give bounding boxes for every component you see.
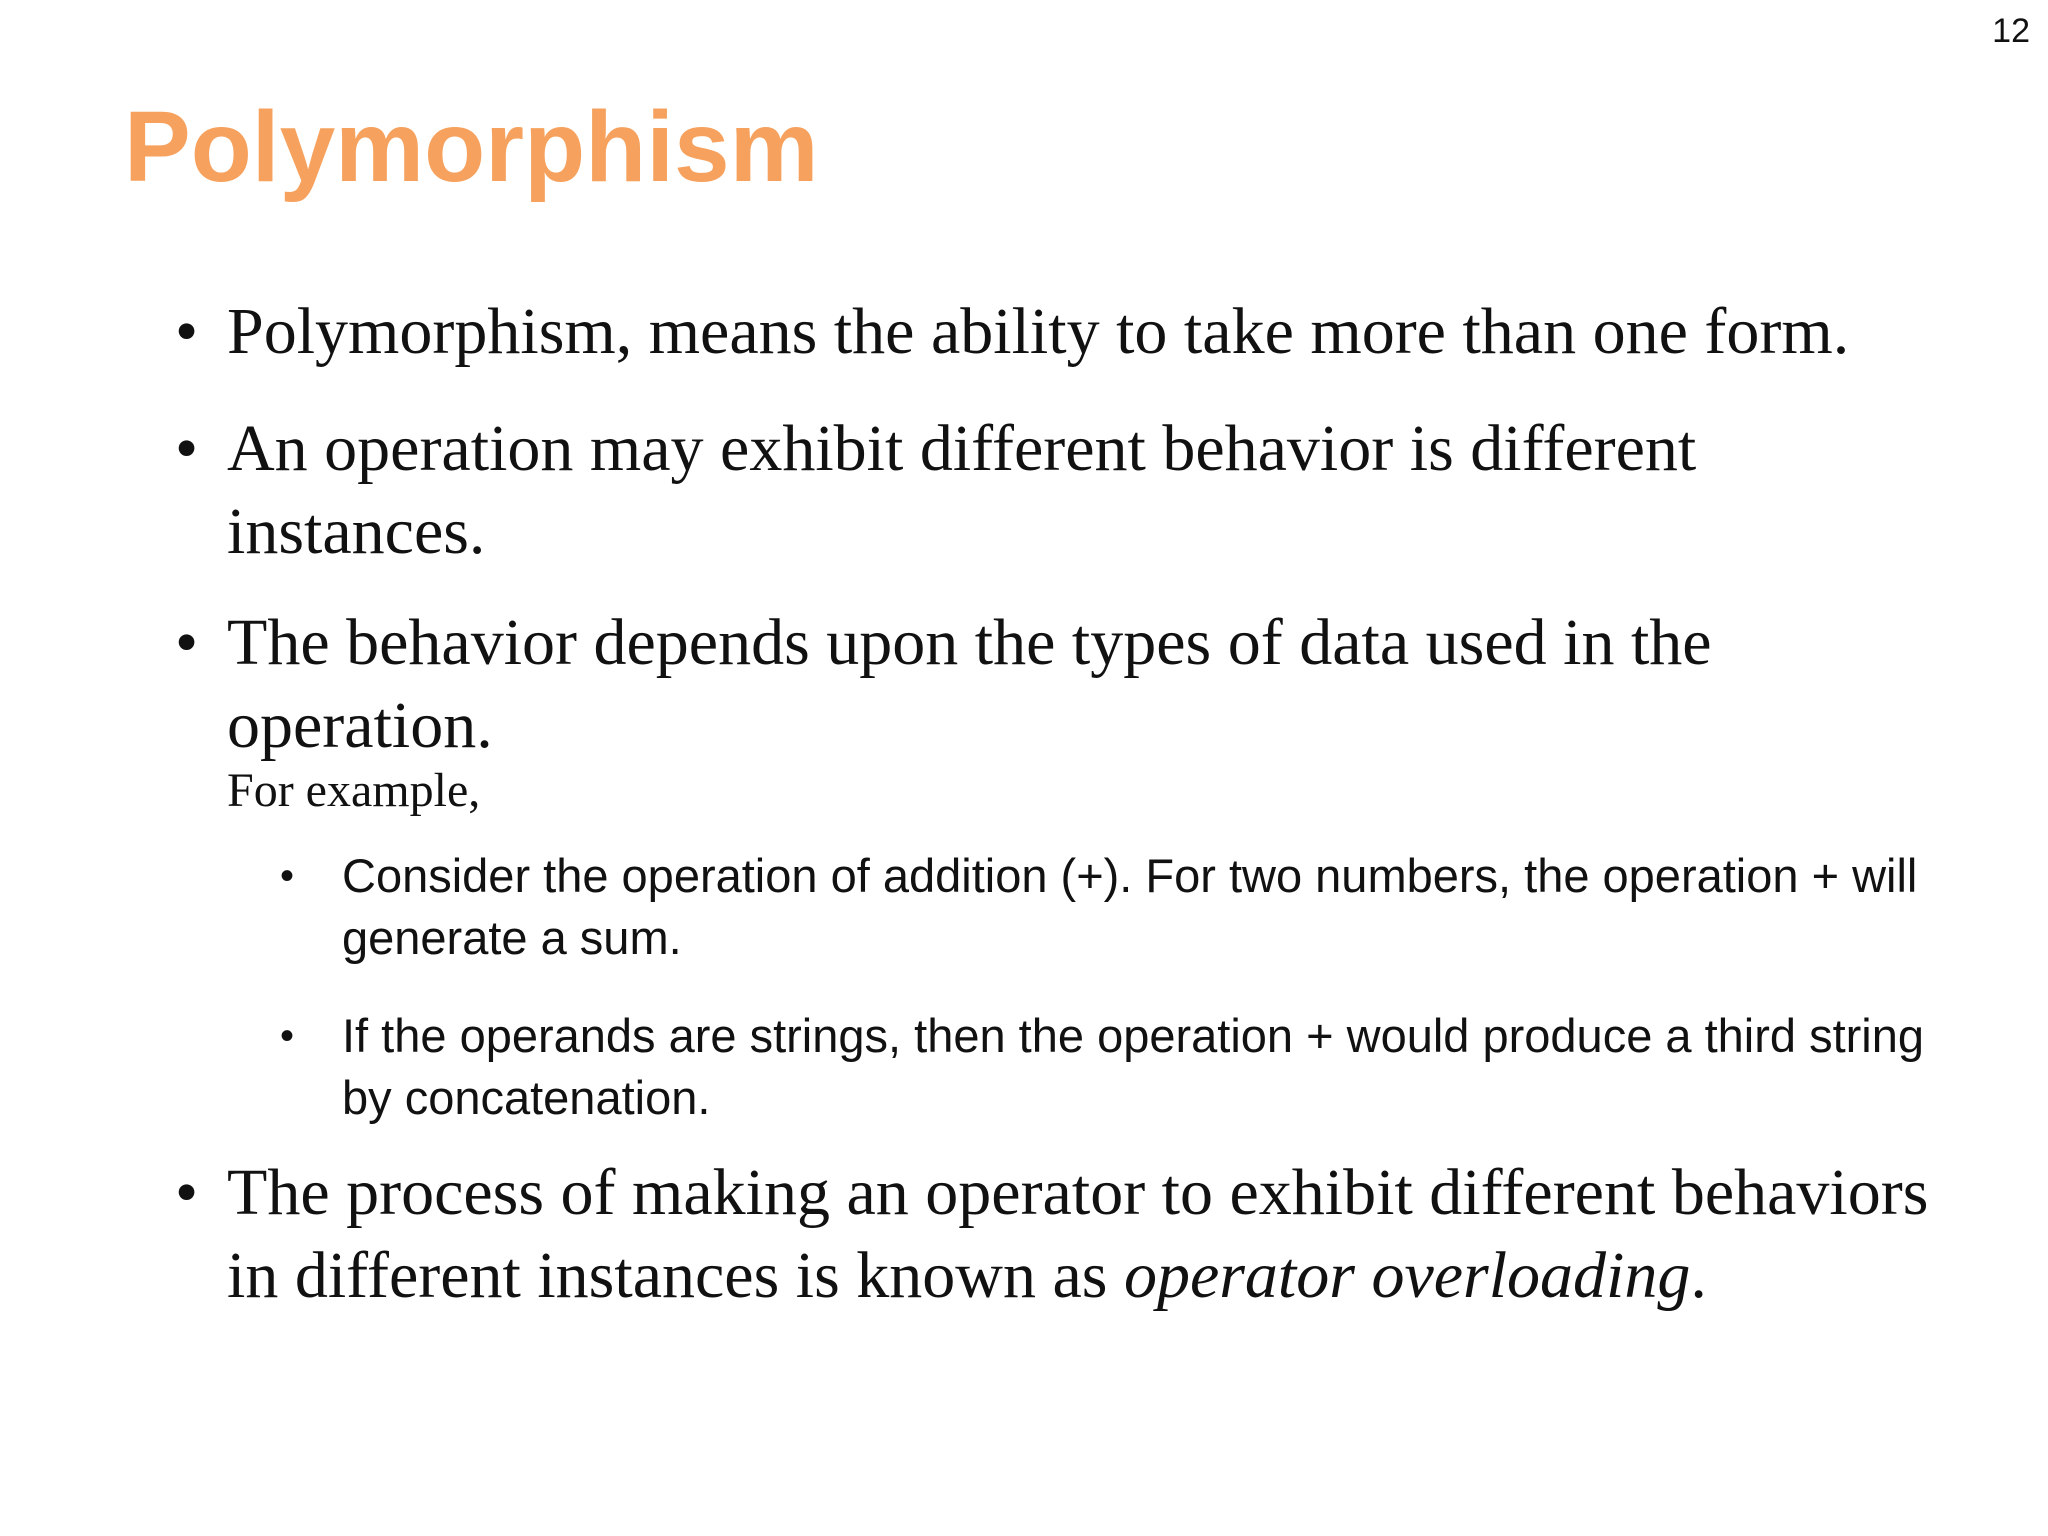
bullet-item <box>175 1151 1955 1317</box>
bullet-item <box>175 407 1955 573</box>
bullet-text-end: . <box>1690 1239 1707 1312</box>
bullet-text: The behavior depends upon the types of data used in the operation. <box>227 606 1712 762</box>
sub-bullet-text: If the operands are strings, then the operation + would produce a third string by concatenation. <box>342 1009 1925 1124</box>
operator-overloading-term: operator overloading <box>1123 1239 1691 1312</box>
bullet-text: The process of making an operator to exhibit different behaviors in different instances is known as <box>227 1156 1929 1312</box>
bullet-text: An operation may exhibit different behavior is different instances. <box>227 412 1697 568</box>
sub-bullet-text: Consider the operation of addition (+). For two numbers, the operation + will generate a sum. <box>342 849 1918 964</box>
sub-bullet-list <box>227 845 1955 1129</box>
bullet-text: Polymorphism, means the ability to take more than one form. <box>227 295 1850 368</box>
bullet-dot-icon: • <box>175 412 199 485</box>
sub-bullet-dot-icon: • <box>280 854 295 898</box>
bullet-item <box>175 601 1955 1129</box>
example-label: For example, <box>227 764 481 817</box>
slide-title: Polymorphism <box>124 91 819 203</box>
bullet-dot-icon: • <box>175 295 199 368</box>
bullet-item <box>175 290 1955 373</box>
sub-bullet-item <box>280 845 1955 969</box>
sub-bullet-item <box>280 1005 1955 1129</box>
bullet-list <box>175 290 1955 1317</box>
bullet-dot-icon: • <box>175 606 199 679</box>
sub-bullet-dot-icon: • <box>280 1014 295 1058</box>
slide-number: 12 <box>1992 12 2030 50</box>
bullet-dot-icon: • <box>175 1156 199 1229</box>
